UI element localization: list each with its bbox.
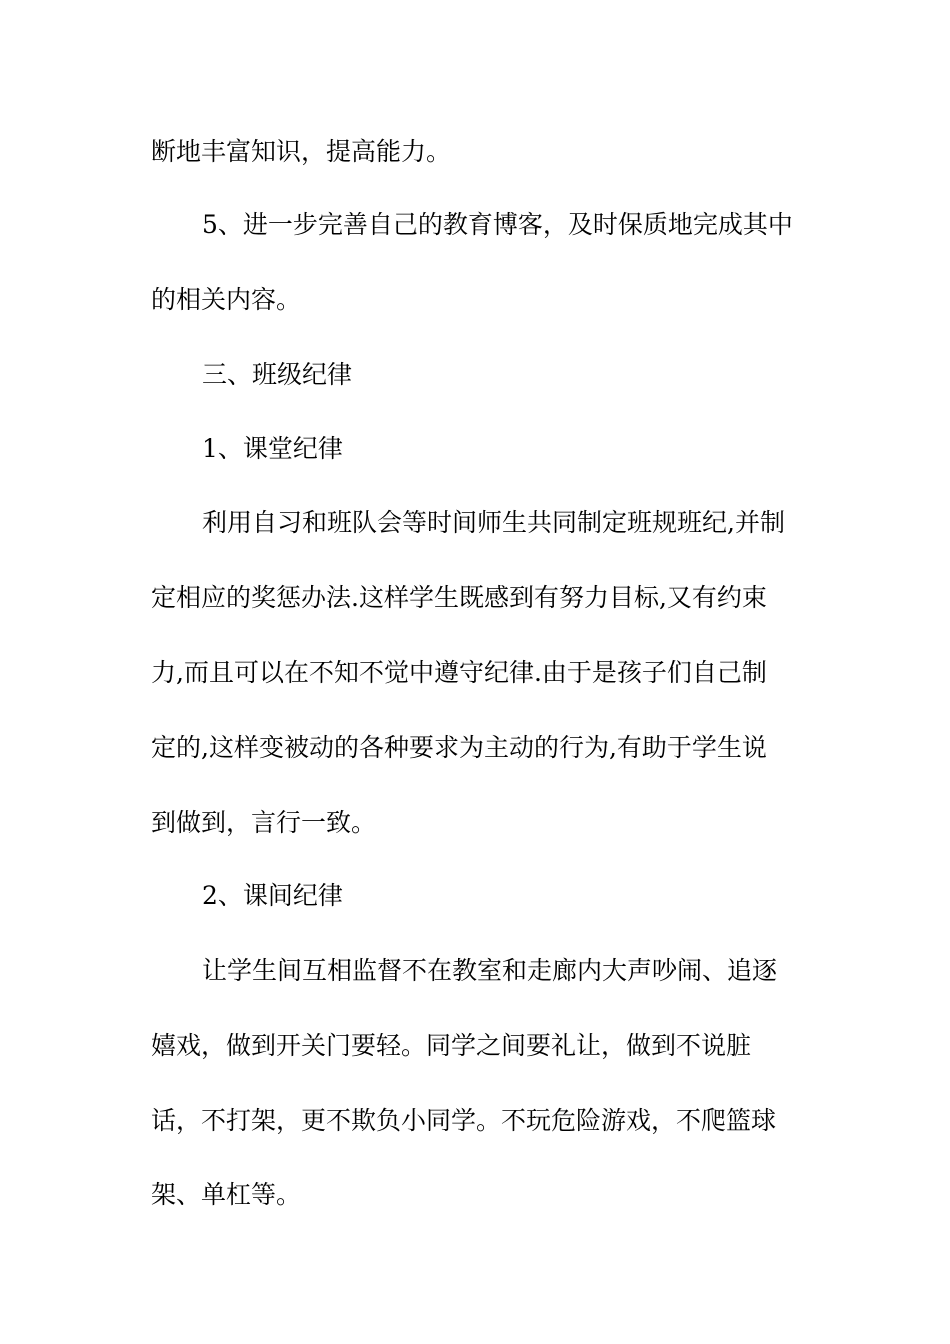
paragraph-line: 的相关内容。 <box>151 285 302 314</box>
paragraph-line: 嬉戏，做到开关门要轻。同学之间要礼让，做到不说脏 <box>151 1031 752 1060</box>
paragraph-line: 话，不打架，更不欺负小同学。不玩危险游戏，不爬篮球 <box>151 1106 777 1135</box>
paragraph-line: 力,而且可以在不知不觉中遵守纪律.由于是孩子们自己制 <box>151 658 767 687</box>
paragraph-line: 定相应的奖惩办法.这样学生既感到有努力目标,又有约束 <box>151 583 767 612</box>
section-heading: 三、班级纪律 <box>202 360 353 389</box>
paragraph-line: 断地丰富知识，提高能力。 <box>151 137 452 166</box>
paragraph-line: 架、单杠等。 <box>151 1180 302 1209</box>
paragraph-line: 到做到，言行一致。 <box>151 808 377 837</box>
paragraph-line: 让学生间互相监督不在教室和走廊内大声吵闹、追逐 <box>202 956 778 985</box>
paragraph-line: 利用自习和班队会等时间师生共同制定班规班纪,并制 <box>202 508 785 537</box>
list-item-5-line: 5、进一步完善自己的教育博客，及时保质地完成其中 <box>202 210 793 239</box>
subsection-heading: 1、课堂纪律 <box>202 434 343 463</box>
subsection-heading: 2、课间纪律 <box>202 881 343 910</box>
paragraph-line: 定的,这样变被动的各种要求为主动的行为,有助于学生说 <box>151 733 767 762</box>
